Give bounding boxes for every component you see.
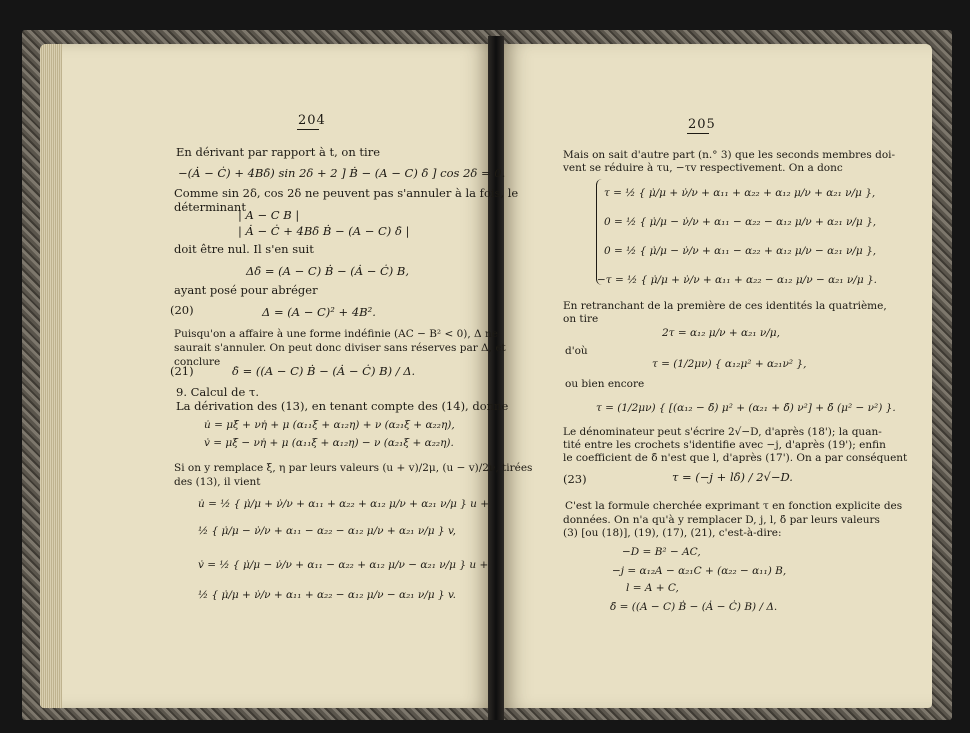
right-equation: −j = α₁₂A − α₂₁C + (α₂₂ − α₁₁) B, — [612, 565, 787, 577]
left-equation: v̇ = ½ { μ̇/μ − ν̇/ν + α₁₁ − α₂₂ + α₁₂ μ/ν − α₂₁ ν/μ } u + — [198, 559, 489, 571]
equation-label: (23) — [563, 472, 587, 486]
left-line: conclure — [174, 356, 221, 368]
left-page-number: 204 — [298, 113, 326, 128]
page-number-rule — [297, 129, 319, 130]
right-line: ou bien encore — [565, 378, 645, 390]
left-line: Comme sin 2δ, cos 2δ ne peuvent pas s'annuler à la fois, le — [174, 186, 519, 200]
left-line: des (13), il vient — [174, 476, 261, 488]
left-line: La dérivation des (13), en tenant compte des (14), donne — [176, 399, 509, 413]
right-equation: 2τ = α₁₂ μ/ν + α₂₁ ν/μ, — [662, 327, 780, 339]
right-line: (3) [ou (18)], (19), (17), (21), c'est-à-dire: — [563, 527, 782, 539]
left-equation: u̇ = ½ { μ̇/μ + ν̇/ν + α₁₁ + α₂₂ + α₁₂ μ/ν + α₂₁ ν/μ } u + — [198, 498, 490, 510]
right-line: le coefficient de δ̇ n'est que l, d'après (17'). On a par conséquent — [563, 452, 908, 464]
page-edges — [40, 44, 62, 708]
right-line: C'est la formule cherchée exprimant τ en fonction explicite des — [565, 500, 903, 512]
left-equation: ½ { μ̇/μ − ν̇/ν + α₁₁ − α₂₂ − α₁₂ μ/ν + α₂₁ ν/μ } v, — [198, 525, 456, 537]
right-line: Mais on sait d'autre part (n.° 3) que les seconds membres doi- — [563, 149, 896, 161]
right-line: vent se réduire à τu, −τv respectivement. On a donc — [563, 162, 843, 174]
left-line: doit être nul. Il s'en suit — [174, 242, 314, 256]
left-line: Puisqu'on a affaire à une forme indéfinie (AC − B² < 0), Δ ne — [174, 328, 498, 340]
equation-label: (20) — [170, 303, 194, 317]
right-equation: 0 = ½ { μ̇/μ − ν̇/ν + α₁₁ − α₂₂ − α₁₂ μ/ν + α₂₁ ν/μ }, — [604, 216, 877, 228]
right-equation: τ = ½ { μ̇/μ + ν̇/ν + α₁₁ + α₂₂ + α₁₂ μ/ν + α₂₁ ν/μ }, — [604, 187, 876, 199]
left-line: saurait s'annuler. On peut donc diviser sans réserves par Δ, et — [174, 342, 506, 354]
left-equation: ½ { μ̇/μ + ν̇/ν + α₁₁ + α₂₂ − α₁₂ μ/ν − α₂₁ ν/μ } v. — [198, 589, 456, 601]
right-line: données. On n'a qu'à y remplacer D, j, l, δ̇ par leurs valeurs — [563, 514, 880, 526]
left-equation: δ̇ = ((A − C) Ḃ − (Ȧ − Ċ) B) / Δ. — [232, 364, 416, 378]
right-equation: −D = B² − AC, — [622, 546, 701, 558]
right-line: En retranchant de la première de ces identités la quatrième, — [563, 300, 887, 312]
left-equation: v̇ = μξ̇ − νη̇ + μ (α₁₁ξ + α₁₂η) − ν (α₂₁ξ + α₂₂η). — [204, 437, 454, 449]
left-line: ayant posé pour abréger — [174, 283, 318, 297]
right-equation: τ = (1/2μν) { [(α₁₂ − δ̇) μ² + (α₂₁ + δ̇) ν²] + δ̇ (μ² − ν²) }. — [596, 402, 896, 414]
right-line: on tire — [563, 313, 599, 325]
right-line: tité entre les crochets s'identifie avec −j, d'après (19'); enfin — [563, 439, 886, 451]
left-determinant-row: | A − C B | — [238, 208, 300, 222]
right-page-number: 205 — [688, 117, 716, 132]
right-equation: δ̇ = ((A − C) Ḃ − (Ȧ − Ċ) B) / Δ. — [610, 601, 778, 613]
left-line: déterminant — [174, 200, 246, 214]
left-equation: Δ = (A − C)² + 4B². — [262, 305, 376, 319]
left-equation: Δδ̇ = (A − C) Ḃ − (Ȧ − Ċ) B, — [246, 264, 410, 278]
right-line: d'où — [565, 345, 588, 357]
left-equation: −(Ȧ − Ċ) + 4Bδ̇) sin 2δ + 2 ] Ḃ − (A − C) δ̇ ] cos 2δ = 0. — [178, 166, 506, 180]
left-equation: u̇ = μξ̇ + νη̇ + μ (α₁₁ξ + α₁₂η) + ν (α₂₁ξ + α₂₂η), — [204, 419, 455, 431]
right-equation: l = A + C, — [626, 582, 679, 594]
right-equation: τ = (−j + lδ̇) / 2√−D. — [672, 470, 793, 484]
section-heading: 9. Calcul de τ. — [176, 385, 259, 399]
right-equation: −τ = ½ { μ̇/μ + ν̇/ν + α₁₁ + α₂₂ − α₁₂ μ/ν − α₂₁ ν/μ }. — [597, 274, 878, 286]
right-equation: 0 = ½ { μ̇/μ − ν̇/ν + α₁₁ − α₂₂ + α₁₂ μ/ν − α₂₁ ν/μ }, — [604, 245, 877, 257]
page-number-rule — [687, 133, 709, 134]
left-line: En dérivant par rapport à t, on tire — [176, 145, 381, 159]
equation-label: (21) — [170, 364, 194, 378]
book-gutter — [488, 36, 504, 720]
right-equation: τ = (1/2μν) { α₁₂μ² + α₂₁ν² }, — [652, 358, 807, 370]
left-line: Si on y remplace ξ, η par leurs valeurs (u + v)/2μ, (u − v)/2ν, tirées — [174, 462, 533, 474]
right-line: Le dénominateur peut s'écrire 2√−D, d'après (18'); la quan- — [563, 426, 882, 438]
left-determinant-row: | Ȧ − Ċ + 4Bδ̇ Ḃ − (A − C) δ̇ | — [238, 224, 410, 238]
